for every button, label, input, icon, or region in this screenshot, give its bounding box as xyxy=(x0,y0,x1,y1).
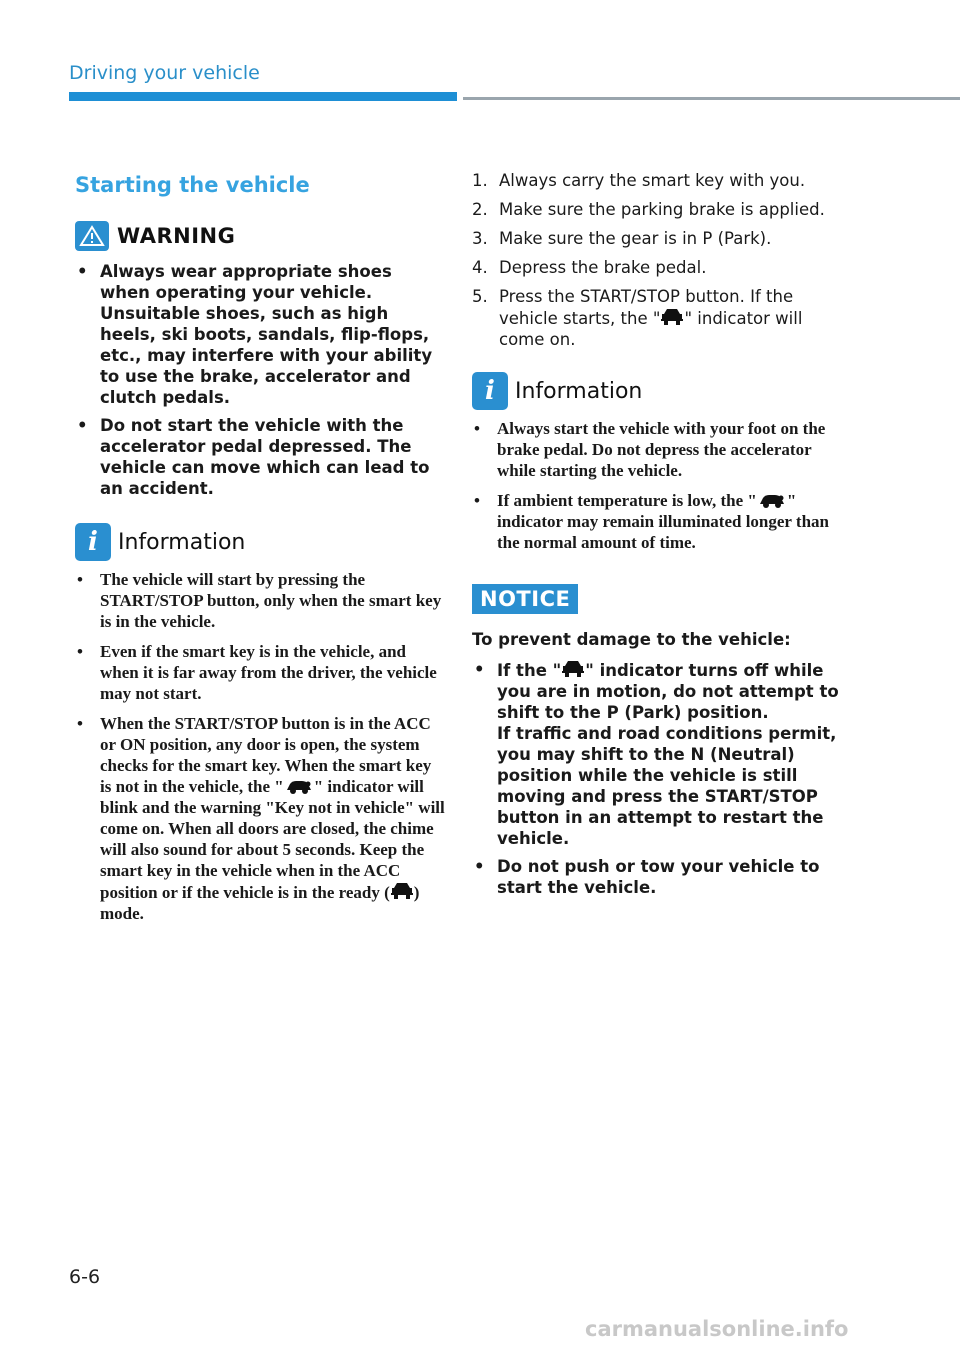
warning-triangle-icon xyxy=(75,221,109,251)
information-label: Information xyxy=(515,378,643,404)
info-icon: i xyxy=(472,372,508,410)
car-ready-indicator-icon xyxy=(561,659,585,679)
list-item: • Always start the vehicle with your foot on the brake pedal. Do not depress the accelerator while starting the vehicle. xyxy=(474,419,826,480)
notice-intro: To prevent damage to the vehicle: xyxy=(472,630,791,649)
warning-label: WARNING xyxy=(117,224,236,248)
notice-list xyxy=(472,659,842,898)
running-header: Driving your vehicle xyxy=(69,62,260,84)
header-rule xyxy=(463,97,960,100)
list-item: 2. Make sure the parking brake is applied. xyxy=(472,200,825,219)
list-item: 1. Always carry the smart key with you. xyxy=(472,171,806,190)
list-item: 3. Make sure the gear is in P (Park). xyxy=(472,229,772,248)
list-item: • Do not start the vehicle with the accelerator pedal depressed. The vehicle can move which can lead to an accident. xyxy=(77,416,430,498)
list-item: • If ambient temperature is low, the " " indicator may remain illuminated longer than the normal amount of time. xyxy=(474,491,829,552)
info-icon: i xyxy=(75,523,111,561)
information-heading xyxy=(75,523,445,561)
car-key-indicator-icon xyxy=(284,779,314,795)
section-title: Starting the vehicle xyxy=(75,173,310,197)
information-list xyxy=(75,569,445,924)
list-item: • Even if the smart key is in the vehicle, and when it is far away from the driver, the vehicle may not start. xyxy=(77,642,437,703)
warning-list xyxy=(75,261,445,499)
list-item: • The vehicle will start by pressing the START/STOP button, only when the smart key is in the vehicle. xyxy=(77,570,442,631)
information-label: Information xyxy=(118,529,246,555)
page-number: 6-6 xyxy=(69,1266,101,1288)
list-item: • When the START/STOP button is in the ACC or ON position, any door is open, the system checks for the smart key. When the smart key is not in the vehicle, the " " indicator will blink and the warning "Key not in vehicle" will come on. When all doors are closed, the chime will also sound for about 5 seconds. Keep the smart key in the vehicle when in the ACC position or if the vehicle is in the ready ( ) mode. xyxy=(77,714,445,923)
right-column xyxy=(472,170,842,905)
information-list xyxy=(472,418,842,553)
list-item: • Do not push or tow your vehicle to start the vehicle. xyxy=(474,857,820,897)
left-column xyxy=(75,170,445,933)
list-item: 5. Press the START/STOP button. If the vehicle starts, the " " indicator will come on. xyxy=(472,287,803,349)
watermark: carmanualsonline.info xyxy=(585,1317,849,1341)
steps-list xyxy=(472,170,842,350)
car-key-indicator-icon xyxy=(757,493,787,509)
list-item: • Always wear appropriate shoes when operating your vehicle. Unsuitable shoes, such as high heels, ski boots, sandals, flip-flops, etc., may interfere with your ability to use the brake, accelerator and clutch pedals. xyxy=(77,262,433,407)
information-heading xyxy=(472,372,842,410)
car-ready-indicator-icon xyxy=(390,881,414,901)
warning-heading xyxy=(75,221,445,251)
notice-badge: NOTICE xyxy=(472,584,578,614)
list-item: 4. Depress the brake pedal. xyxy=(472,258,707,277)
header-accent-bar xyxy=(69,92,457,101)
car-ready-indicator-icon xyxy=(660,307,684,327)
list-item: • If the " " indicator turns off while you are in motion, do not attempt to shift to the P (Park) position. If traffic and road conditions permit, you may shift to the N (Neutral) position while the vehicle is still moving and press the START/STOP button in an attempt to restart the vehicle. xyxy=(474,660,839,848)
